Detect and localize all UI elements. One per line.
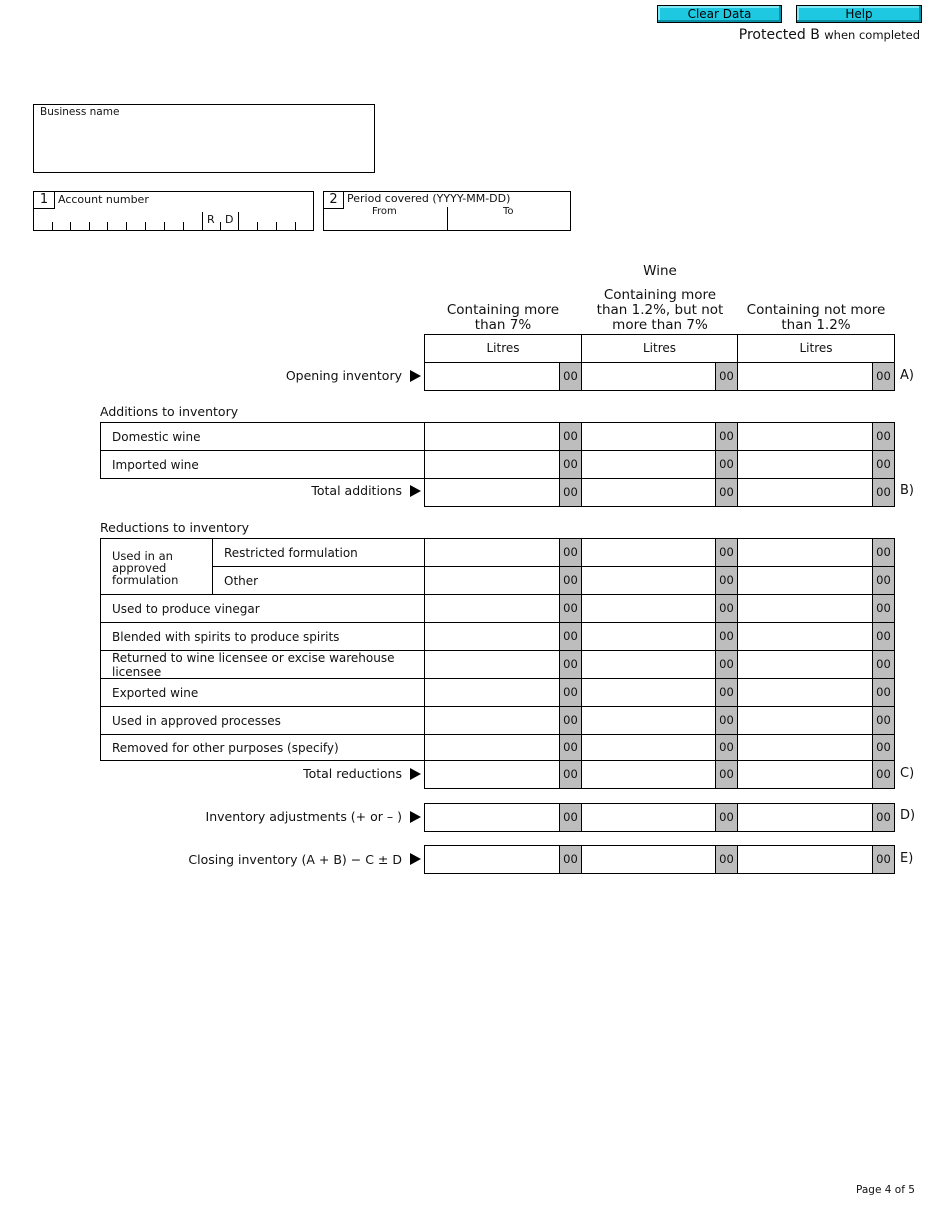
period-label: Period covered (YYYY-MM-DD) xyxy=(347,192,511,205)
other-col3-cents: 00 xyxy=(872,566,895,595)
adjustments-col3-dollars-input[interactable] xyxy=(737,803,873,832)
other-col1-cents: 00 xyxy=(559,566,582,595)
exported-col2-cents: 00 xyxy=(715,678,738,707)
approved-processes-col2-cents: 00 xyxy=(715,706,738,735)
period-to-label: To xyxy=(503,206,514,217)
imported-col3-dollars-input[interactable] xyxy=(737,450,873,479)
total-additions-col3-cents: 00 xyxy=(872,478,895,507)
unit-litres-3: Litres xyxy=(737,334,895,363)
period-field-number: 2 xyxy=(324,192,344,209)
period-divider xyxy=(447,207,448,231)
other-purposes-col2-cents: 00 xyxy=(715,734,738,761)
column-header-3 xyxy=(738,285,894,333)
imported-col3-cents: 00 xyxy=(872,450,895,479)
help-button[interactable]: Help xyxy=(796,5,922,23)
line-ref-c: C) xyxy=(900,766,915,781)
tick xyxy=(70,222,71,230)
line-ref-d: D) xyxy=(900,808,916,823)
business-name-label: Business name xyxy=(40,106,120,118)
restricted-col1-dollars-input[interactable] xyxy=(424,538,560,567)
restricted-col1-cents: 00 xyxy=(559,538,582,567)
row-label-other xyxy=(212,566,425,595)
row-label-approved-processes xyxy=(100,706,425,735)
vinegar-col3-cents: 00 xyxy=(872,594,895,623)
tick xyxy=(295,222,296,230)
other-purposes-col3-dollars-input[interactable] xyxy=(737,734,873,761)
arrow-icon xyxy=(410,853,421,865)
returned-col3-dollars-input[interactable] xyxy=(737,650,873,679)
reductions-title: Reductions to inventory xyxy=(100,520,249,535)
other-col3-dollars-input[interactable] xyxy=(737,566,873,595)
vinegar-col2-cents: 00 xyxy=(715,594,738,623)
tick xyxy=(183,222,184,230)
approved-processes-col1-dollars-input[interactable] xyxy=(424,706,560,735)
adjustments-col1-cents: 00 xyxy=(559,803,582,832)
period-covered-field[interactable] xyxy=(323,191,571,231)
account-d: D xyxy=(225,213,234,226)
opening-col1-cents: 00 xyxy=(559,362,582,391)
imported-wine-text: Imported wine xyxy=(112,457,199,472)
row-label-domestic-wine xyxy=(100,422,425,451)
vinegar-col1-dollars-input[interactable] xyxy=(424,594,560,623)
returned-col2-cents: 00 xyxy=(715,650,738,679)
approved-processes-col3-cents: 00 xyxy=(872,706,895,735)
arrow-icon xyxy=(410,811,421,823)
returned-col1-dollars-input[interactable] xyxy=(424,650,560,679)
restricted-col3-dollars-input[interactable] xyxy=(737,538,873,567)
row-label-approved-formulation xyxy=(100,538,213,595)
total-reductions-col2-dollars-input[interactable] xyxy=(581,760,716,789)
account-number-label: Account number xyxy=(58,193,149,206)
tick xyxy=(257,222,258,230)
restricted-formulation-text: Restricted formulation xyxy=(224,545,358,560)
protected-suffix: when completed xyxy=(824,28,920,42)
spirits-text: Blended with spirits to produce spirits xyxy=(112,629,340,644)
approved-processes-col1-cents: 00 xyxy=(559,706,582,735)
page-number: Page 4 of 5 xyxy=(856,1184,915,1196)
row-label-other-purposes xyxy=(100,734,425,761)
protected-label xyxy=(739,27,920,43)
exported-col2-dollars-input[interactable] xyxy=(581,678,716,707)
domestic-wine-text: Domestic wine xyxy=(112,429,201,444)
arrow-icon xyxy=(410,370,421,382)
tick xyxy=(238,212,239,230)
spirits-col2-dollars-input[interactable] xyxy=(581,622,716,651)
closing-col3-cents: 00 xyxy=(872,845,895,874)
row-label-spirits xyxy=(100,622,425,651)
approved-processes-col2-dollars-input[interactable] xyxy=(581,706,716,735)
tick xyxy=(89,222,90,230)
row-label-imported-wine xyxy=(100,450,425,479)
restricted-col2-dollars-input[interactable] xyxy=(581,538,716,567)
total-reductions-label: Total reductions xyxy=(303,766,402,781)
domestic-col2-dollars-input[interactable] xyxy=(581,422,716,451)
total-additions-label: Total additions xyxy=(311,483,402,498)
approved-processes-col3-dollars-input[interactable] xyxy=(737,706,873,735)
unit-litres-1: Litres xyxy=(424,334,582,363)
spirits-col2-cents: 00 xyxy=(715,622,738,651)
line-ref-a: A) xyxy=(900,368,914,383)
row-label-restricted-formulation xyxy=(212,538,425,567)
other-purposes-col2-dollars-input[interactable] xyxy=(581,734,716,761)
adjustments-col1-dollars-input[interactable] xyxy=(424,803,560,832)
row-label-exported xyxy=(100,678,425,707)
opening-col1-dollars-input[interactable] xyxy=(424,362,560,391)
total-additions-col1-dollars-input[interactable] xyxy=(424,478,560,507)
protected-text: Protected B xyxy=(738,27,820,43)
other-purposes-col3-cents: 00 xyxy=(872,734,895,761)
opening-col2-cents: 00 xyxy=(715,362,738,391)
approved-processes-text: Used in approved processes xyxy=(112,713,281,728)
returned-col2-dollars-input[interactable] xyxy=(581,650,716,679)
column-header-1-text: Containing more than 7% xyxy=(446,302,560,333)
total-reductions-col2-cents: 00 xyxy=(715,760,738,789)
spirits-col1-dollars-input[interactable] xyxy=(424,622,560,651)
other-purposes-col1-cents: 00 xyxy=(559,734,582,761)
exported-col3-cents: 00 xyxy=(872,678,895,707)
tick xyxy=(52,222,53,230)
business-name-field[interactable] xyxy=(33,104,375,173)
column-header-2-text: Containing more than 1.2%, but not more than 7% xyxy=(596,287,724,333)
vinegar-col2-dollars-input[interactable] xyxy=(581,594,716,623)
domestic-col1-cents: 00 xyxy=(559,422,582,451)
approved-formulation-text: Used in an approved formulation xyxy=(112,549,179,587)
arrow-icon xyxy=(410,485,421,497)
returned-text: Returned to wine licensee or excise warehouse licensee xyxy=(112,650,395,679)
domestic-col3-cents: 00 xyxy=(872,422,895,451)
unit-litres-2: Litres xyxy=(581,334,738,363)
total-additions-col2-cents: 00 xyxy=(715,478,738,507)
other-col2-cents: 00 xyxy=(715,566,738,595)
restricted-col3-cents: 00 xyxy=(872,538,895,567)
tick xyxy=(107,222,108,230)
adjustments-col2-dollars-input[interactable] xyxy=(581,803,716,832)
spirits-col3-cents: 00 xyxy=(872,622,895,651)
domestic-col3-dollars-input[interactable] xyxy=(737,422,873,451)
closing-inventory-label: Closing inventory (A + B) − C ± D xyxy=(188,852,402,867)
adjustments-col2-cents: 00 xyxy=(715,803,738,832)
returned-col3-cents: 00 xyxy=(872,650,895,679)
arrow-icon xyxy=(410,768,421,780)
opening-col3-cents: 00 xyxy=(872,362,895,391)
row-label-returned xyxy=(100,650,425,679)
wine-header: Wine xyxy=(643,263,677,279)
column-header-3-text: Containing not more than 1.2% xyxy=(746,302,886,333)
other-col2-dollars-input[interactable] xyxy=(581,566,716,595)
account-number-field[interactable] xyxy=(33,191,314,231)
total-reductions-col1-cents: 00 xyxy=(559,760,582,789)
tick xyxy=(145,222,146,230)
imported-col1-cents: 00 xyxy=(559,450,582,479)
vinegar-text: Used to produce vinegar xyxy=(112,601,260,616)
account-field-number: 1 xyxy=(34,192,55,209)
total-reductions-col3-cents: 00 xyxy=(872,760,895,789)
row-label-vinegar xyxy=(100,594,425,623)
vinegar-col3-dollars-input[interactable] xyxy=(737,594,873,623)
exported-col3-dollars-input[interactable] xyxy=(737,678,873,707)
line-ref-b: B) xyxy=(900,483,914,498)
returned-col1-cents: 00 xyxy=(559,650,582,679)
total-additions-col2-dollars-input[interactable] xyxy=(581,478,716,507)
additions-title: Additions to inventory xyxy=(100,404,239,419)
tick xyxy=(126,222,127,230)
closing-col1-cents: 00 xyxy=(559,845,582,874)
spirits-col3-dollars-input[interactable] xyxy=(737,622,873,651)
opening-col2-dollars-input[interactable] xyxy=(581,362,716,391)
account-r: R xyxy=(207,213,215,226)
spirits-col1-cents: 00 xyxy=(559,622,582,651)
total-additions-col1-cents: 00 xyxy=(559,478,582,507)
total-reductions-col1-dollars-input[interactable] xyxy=(424,760,560,789)
exported-col1-cents: 00 xyxy=(559,678,582,707)
imported-col2-cents: 00 xyxy=(715,450,738,479)
imported-col2-dollars-input[interactable] xyxy=(581,450,716,479)
other-purposes-text: Removed for other purposes (specify) xyxy=(112,740,339,755)
column-header-2 xyxy=(582,285,738,333)
other-purposes-col1-dollars-input[interactable] xyxy=(424,734,560,761)
clear-data-button[interactable]: Clear Data xyxy=(657,5,782,23)
opening-inventory-label: Opening inventory xyxy=(285,368,402,383)
exported-text: Exported wine xyxy=(112,685,199,700)
total-reductions-col3-dollars-input[interactable] xyxy=(737,760,873,789)
tick xyxy=(202,212,203,230)
tick xyxy=(276,222,277,230)
total-additions-col3-dollars-input[interactable] xyxy=(737,478,873,507)
tick xyxy=(220,222,221,230)
column-header-1 xyxy=(425,285,581,333)
inventory-adjustments-label: Inventory adjustments (+ or – ) xyxy=(205,809,402,824)
adjustments-col3-cents: 00 xyxy=(872,803,895,832)
line-ref-e: E) xyxy=(900,851,914,866)
imported-col1-dollars-input[interactable] xyxy=(424,450,560,479)
exported-col1-dollars-input[interactable] xyxy=(424,678,560,707)
other-text: Other xyxy=(224,573,259,588)
period-from-label: From xyxy=(372,206,397,217)
tick xyxy=(164,222,165,230)
opening-col3-dollars-input[interactable] xyxy=(737,362,873,391)
restricted-col2-cents: 00 xyxy=(715,538,738,567)
closing-col3-dollars-input[interactable] xyxy=(737,845,873,874)
closing-col1-dollars-input[interactable] xyxy=(424,845,560,874)
vinegar-col1-cents: 00 xyxy=(559,594,582,623)
closing-col2-cents: 00 xyxy=(715,845,738,874)
domestic-col1-dollars-input[interactable] xyxy=(424,422,560,451)
closing-col2-dollars-input[interactable] xyxy=(581,845,716,874)
domestic-col2-cents: 00 xyxy=(715,422,738,451)
other-col1-dollars-input[interactable] xyxy=(424,566,560,595)
